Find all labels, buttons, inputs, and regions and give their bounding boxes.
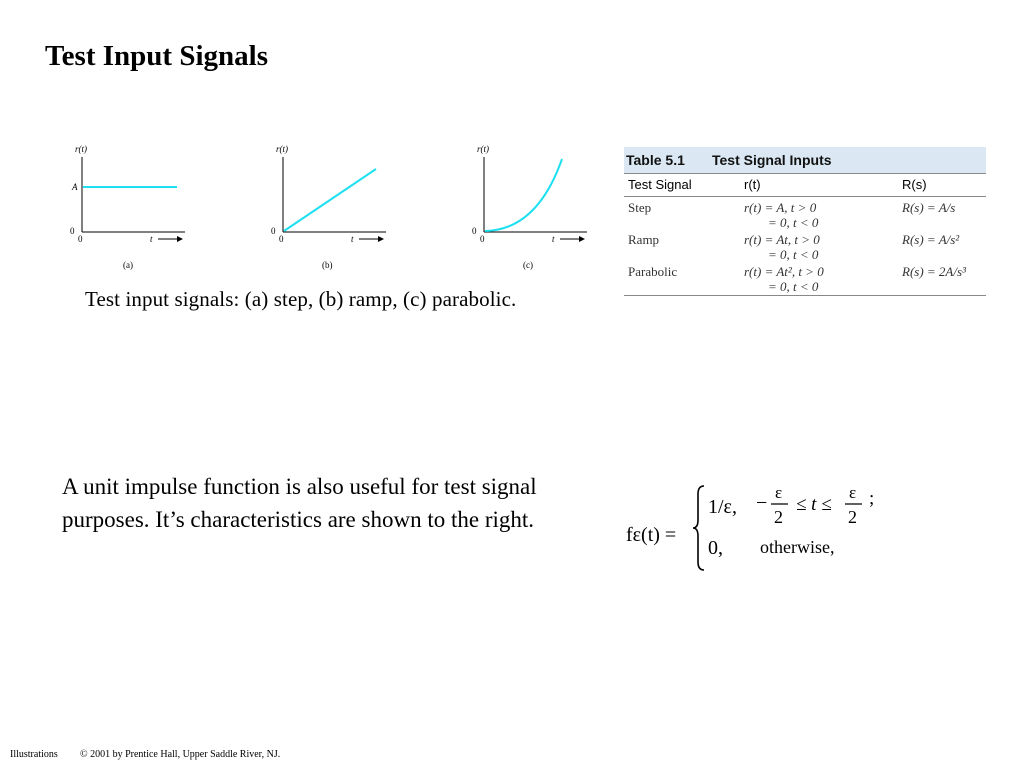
header-test-signal: Test Signal [628,177,692,192]
formula-case1-value: 1/ε, [708,496,737,518]
table-header-row [624,174,986,196]
time-arrow-head [177,236,183,242]
y-axis-label: r(t) [276,144,288,154]
origin-x-label: 0 [78,234,83,244]
x-axis-label: t [351,234,354,244]
x-axis-label: t [552,234,555,244]
formula-case1-condition [754,480,886,528]
row-signal-name: Step [628,200,652,215]
denominator: 2 [848,507,857,527]
parabolic-signal-plot [467,140,597,275]
table-row [624,197,986,229]
row-signal-name: Ramp [628,232,660,247]
figure-caption: Test input signals: (a) step, (b) ramp, (c) parabolic. [85,287,517,311]
ramp-signal-curve [284,169,376,231]
origin-y-label: 0 [472,226,477,236]
inequality: ≤ t ≤ [796,494,832,515]
slide-title: Test Input Signals [45,40,268,72]
y-axis-label: r(t) [477,144,489,154]
impulse-description: A unit impulse function is also useful for test signal purposes. It’s characteristics are shown to the right. [62,474,537,532]
eps-numerator: ε [775,483,783,502]
table-rule [624,295,986,296]
origin-x-label: 0 [279,234,284,244]
row-time-expression: r(t) = A, t > 0 = 0, t < 0 [744,200,819,230]
left-brace-icon [692,484,706,572]
table-number: Table 5.1 [626,152,685,168]
plot-sublabel: (c) [523,260,533,270]
row-time-expression: r(t) = At², t > 0 = 0, t < 0 [744,264,824,294]
header-R-of-s: R(s) [902,177,927,192]
table-row [624,229,986,261]
parabolic-signal-curve [485,159,562,231]
formula-case2-condition: otherwise, [760,537,835,557]
origin-x-label: 0 [480,234,485,244]
semicolon: ; [869,488,875,509]
row-laplace-expression: R(s) = 2A/s³ [902,264,966,279]
eps-numerator: ε [849,483,857,502]
table-title: Test Signal Inputs [712,152,832,168]
step-signal-plot [65,140,195,275]
minus-sign: − [756,492,768,514]
footer-illustrations: Illustrations [10,749,58,760]
formula-case2-value: 0, [708,537,723,559]
row-laplace-expression: R(s) = A/s [902,200,956,215]
origin-y-label: 0 [70,226,75,236]
plot-sublabel: (a) [123,260,133,270]
footer-copyright: © 2001 by Prentice Hall, Upper Saddle River, NJ. [80,749,281,760]
test-signal-table [624,147,986,296]
y-axis-label: r(t) [75,144,87,154]
level-label: A [72,182,78,192]
denominator: 2 [774,507,783,527]
row-laplace-expression: R(s) = A/s² [902,232,960,247]
impulse-formula [626,480,886,575]
origin-y-label: 0 [271,226,276,236]
time-arrow-head [378,236,384,242]
ramp-signal-plot [266,140,396,275]
plot-sublabel: (b) [322,260,333,270]
row-time-expression: r(t) = At, t > 0 = 0, t < 0 [744,232,820,262]
row-signal-name: Parabolic [628,264,678,279]
x-axis-label: t [150,234,153,244]
header-r-of-t: r(t) [744,177,761,192]
time-arrow-head [579,236,585,242]
formula-lhs: fε(t) = [626,524,677,546]
table-title-bar [624,147,986,173]
table-row [624,261,986,293]
